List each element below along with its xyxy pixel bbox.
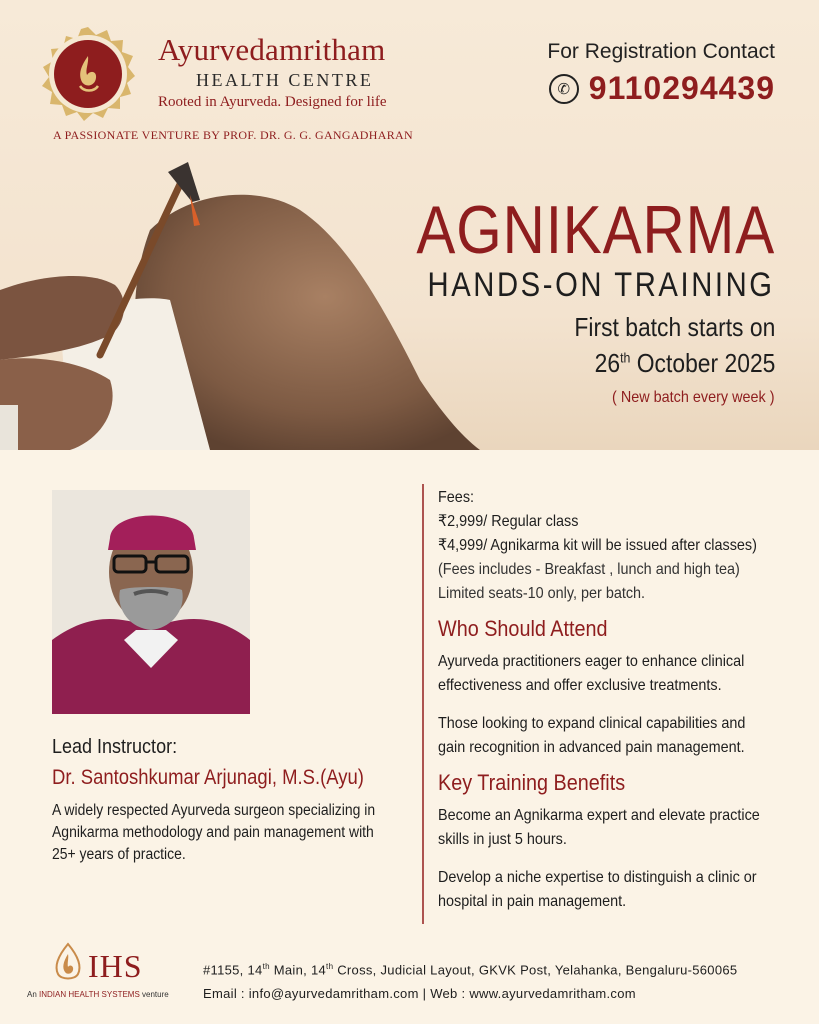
- course-subtitle: HANDS-ON TRAINING: [427, 266, 775, 304]
- venture-line: A PASSIONATE VENTURE BY PROF. DR. G. G. GANGADHARAN: [53, 128, 413, 142]
- address: [203, 962, 737, 977]
- batch-day-suffix: th: [619, 349, 630, 366]
- ihs-tagline: [27, 990, 169, 999]
- who-should-attend-heading: Who Should Attend: [438, 616, 608, 641]
- batch-month-year: October 2025: [636, 348, 775, 378]
- instructor-description: A widely respected Ayurveda surgeon specializing in Agnikarma methodology and pain management with 25+ years of practice.: [52, 802, 376, 863]
- contact-line[interactable]: Email : info@ayurvedamritham.com | Web : www.ayurvedamritham.com: [203, 986, 636, 1001]
- batch-day: 26: [594, 348, 620, 378]
- ihs-leaf-logo-icon: [48, 942, 88, 986]
- batch-start-label: First batch starts on: [574, 312, 775, 342]
- registration-label: For Registration Contact: [547, 40, 775, 63]
- address-part: Main, 14: [269, 962, 327, 978]
- batch-note: ( New batch every week ): [612, 389, 775, 406]
- batch-start-date: [594, 348, 775, 379]
- benefit-item: Become an Agnikarma expert and elevate practice skills in just 5 hours.: [438, 807, 760, 848]
- instructor-name: Dr. Santoshkumar Arjunagi, M.S.(Ayu): [52, 766, 364, 789]
- address-part: #1155, 14: [203, 962, 263, 978]
- hero-banner: [0, 0, 819, 450]
- agnikarma-knee-illustration: [0, 150, 480, 450]
- benefit-item: Develop a niche expertise to distinguish a clinic or hospital in pain management.: [438, 869, 757, 910]
- lead-instructor-label: Lead Instructor:: [52, 736, 178, 758]
- attend-item: Ayurveda practitioners eager to enhance clinical effectiveness and offer exclusive treatments.: [438, 653, 745, 694]
- course-title: AGNIKARMA: [416, 192, 775, 268]
- instructor-photo: [52, 490, 250, 714]
- address-sup: th: [326, 962, 334, 971]
- flame-leaf-emblem-icon: [40, 26, 136, 122]
- ihs-tag-suffix: venture: [142, 990, 169, 999]
- phone-number[interactable]: 9110294439: [588, 70, 775, 106]
- brand-name: Ayurvedamritham: [158, 32, 386, 67]
- brand-subtitle: HEALTH CENTRE: [196, 70, 374, 90]
- column-divider: [422, 484, 424, 924]
- ihs-tag-brand: INDIAN HEALTH SYSTEMS: [39, 990, 140, 999]
- attend-item: Those looking to expand clinical capabilities and gain recognition in advanced pain management.: [438, 715, 746, 756]
- ihs-wordmark: IHS: [88, 948, 143, 984]
- address-sup: th: [262, 962, 270, 971]
- phone-icon: ✆: [549, 74, 579, 104]
- fees-regular: ₹2,999/ Regular class: [438, 513, 579, 530]
- brand-tagline: Rooted in Ayurveda. Designed for life: [158, 94, 387, 110]
- fees-label: Fees:: [438, 489, 475, 506]
- ihs-tag-prefix: An: [27, 990, 37, 999]
- fees-includes: (Fees includes - Breakfast , lunch and high tea): [438, 561, 740, 578]
- course-details: [438, 486, 762, 914]
- registration-phone[interactable]: [549, 70, 775, 107]
- key-benefits-heading: Key Training Benefits: [438, 770, 626, 795]
- fees-kit: ₹4,999/ Agnikarma kit will be issued after classes): [438, 537, 757, 554]
- address-part: Cross, Judicial Layout, GKVK Post, Yelahanka, Bengaluru-560065: [333, 962, 738, 978]
- fees-seats: Limited seats-10 only, per batch.: [438, 585, 646, 602]
